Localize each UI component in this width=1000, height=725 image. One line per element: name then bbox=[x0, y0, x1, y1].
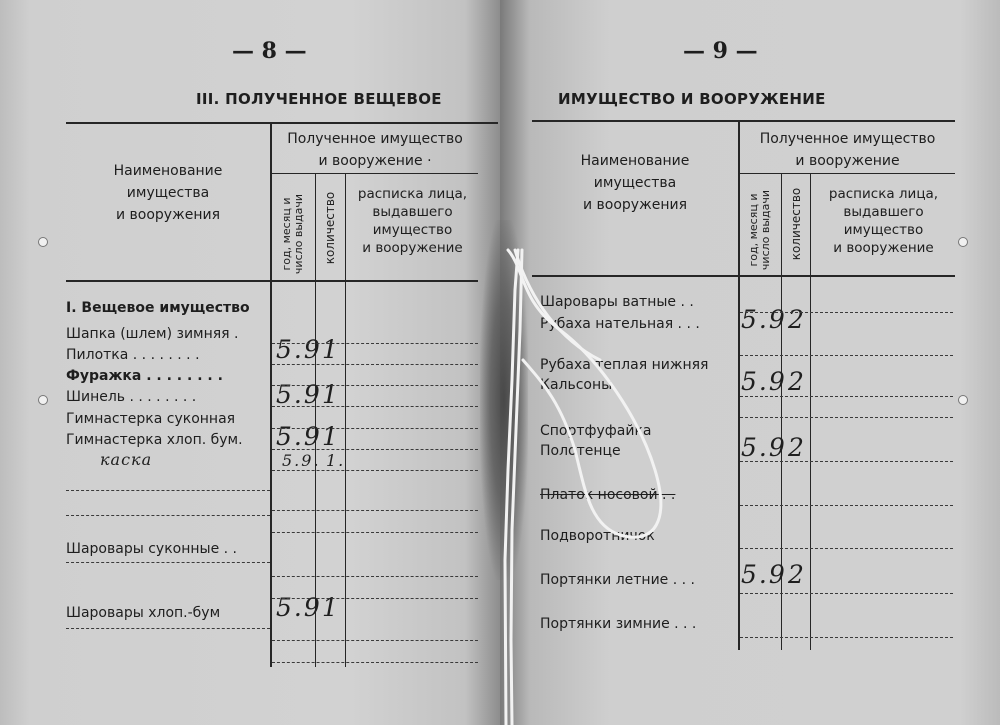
page-number-right: — 9 — bbox=[683, 38, 758, 64]
row-rule bbox=[272, 576, 478, 577]
row-rule bbox=[740, 505, 953, 506]
section-title: I. Вещевое имущество bbox=[66, 300, 250, 316]
row-rule bbox=[66, 490, 270, 491]
list-item: Рубаха нательная . . . bbox=[540, 316, 700, 332]
row-rule bbox=[272, 532, 478, 533]
handwritten-date: 5.9 bbox=[741, 560, 787, 589]
list-item: Подворотничок bbox=[540, 528, 655, 544]
row-rule bbox=[740, 312, 953, 313]
header-name-right: Наименование имущества и вооружения bbox=[580, 153, 690, 213]
handwritten-qty: 1 bbox=[322, 593, 340, 622]
row-rule bbox=[740, 461, 953, 462]
handwritten-date: 5.9 bbox=[276, 335, 322, 364]
handwritten-qty: 1. bbox=[326, 451, 346, 470]
handwritten-date: 5.9 bbox=[741, 305, 787, 334]
list-item: Спортфуфайка bbox=[540, 423, 652, 439]
row-rule bbox=[66, 515, 270, 516]
handwritten-qty: 1 bbox=[322, 422, 340, 451]
list-item: Гимнастерка суконная bbox=[66, 411, 236, 427]
header-received-left: Полученное имущество и вооружение · bbox=[287, 131, 463, 169]
list-item: Портянки летние . . . bbox=[540, 572, 695, 588]
row-rule bbox=[272, 510, 478, 511]
page-title-left: III. ПОЛУЧЕННОЕ ВЕЩЕВОЕ bbox=[196, 90, 442, 108]
row-rule bbox=[66, 628, 270, 629]
handwritten-qty: 1 bbox=[322, 335, 340, 364]
list-item-struck: Платок носовой . . bbox=[540, 487, 676, 503]
list-item: Полотенце bbox=[540, 443, 621, 459]
list-item: Кальсоны bbox=[540, 377, 613, 393]
list-item: Шапка (шлем) зимняя . bbox=[66, 326, 239, 342]
header-date-right: год, месяц и число выдачи bbox=[747, 189, 772, 271]
header-name-left: Наименование имущества и вооружения bbox=[113, 163, 223, 223]
list-item: Фуражка . . . . . . . . bbox=[66, 368, 223, 384]
handwritten-date: 5.9 bbox=[741, 367, 787, 396]
handwritten-date: 5.9 bbox=[276, 593, 322, 622]
list-item: Шаровары суконные . . bbox=[66, 541, 238, 557]
row-rule bbox=[740, 417, 953, 418]
list-item: Портянки зимние . . . bbox=[540, 616, 697, 632]
header-qty-left: количество bbox=[323, 191, 337, 265]
row-rule bbox=[272, 470, 478, 471]
row-rule bbox=[272, 598, 478, 599]
list-item: Шаровары ватные . . bbox=[540, 294, 694, 310]
handwritten-qty: 2 bbox=[788, 305, 806, 334]
handwritten-item: каска bbox=[100, 450, 153, 469]
list-item: Рубаха теплая нижняя bbox=[540, 357, 709, 373]
row-rule bbox=[272, 428, 478, 429]
page-number-left: — 8 — bbox=[232, 38, 307, 64]
handwritten-qty: 2 bbox=[788, 560, 806, 589]
header-receipt-left: расписка лица, выдавшего имущество и вооружение bbox=[357, 186, 468, 256]
row-rule bbox=[272, 406, 478, 407]
row-rule bbox=[272, 449, 478, 450]
row-rule bbox=[740, 637, 953, 638]
list-item: Гимнастерка хлоп. бум. bbox=[66, 432, 243, 448]
list-item: Шинель . . . . . . . . bbox=[66, 389, 197, 405]
row-rule bbox=[272, 343, 478, 344]
handwritten-date: 5.9 bbox=[276, 380, 322, 409]
header-date-left: год, месяц и число выдачи bbox=[280, 193, 305, 275]
handwritten-qty: 1 bbox=[322, 380, 340, 409]
header-received-right: Полученное имущество и вооружение bbox=[759, 131, 936, 169]
row-rule bbox=[272, 640, 478, 641]
handwritten-qty: 2 bbox=[788, 433, 806, 462]
row-rule bbox=[66, 562, 270, 563]
row-rule bbox=[740, 548, 953, 549]
header-receipt-right: расписка лица, выдавшего имущество и вооружение bbox=[828, 186, 939, 256]
header-qty-right: количество bbox=[789, 187, 803, 261]
row-rule bbox=[740, 593, 953, 594]
row-rule bbox=[740, 355, 953, 356]
handwritten-qty: 2 bbox=[788, 367, 806, 396]
handwritten-date: 5.9 bbox=[276, 422, 322, 451]
handwritten-date: 5.9 bbox=[741, 433, 787, 462]
row-rule bbox=[272, 662, 478, 663]
page-title-right: ИМУЩЕСТВО И ВООРУЖЕНИЕ bbox=[558, 90, 826, 108]
row-rule bbox=[272, 364, 478, 365]
handwritten-date: 5.9. bbox=[282, 451, 321, 470]
list-item: Шаровары хлоп.-бум bbox=[66, 605, 221, 621]
row-rule bbox=[740, 396, 953, 397]
row-rule bbox=[272, 385, 478, 386]
list-item: Пилотка . . . . . . . . bbox=[66, 347, 200, 363]
